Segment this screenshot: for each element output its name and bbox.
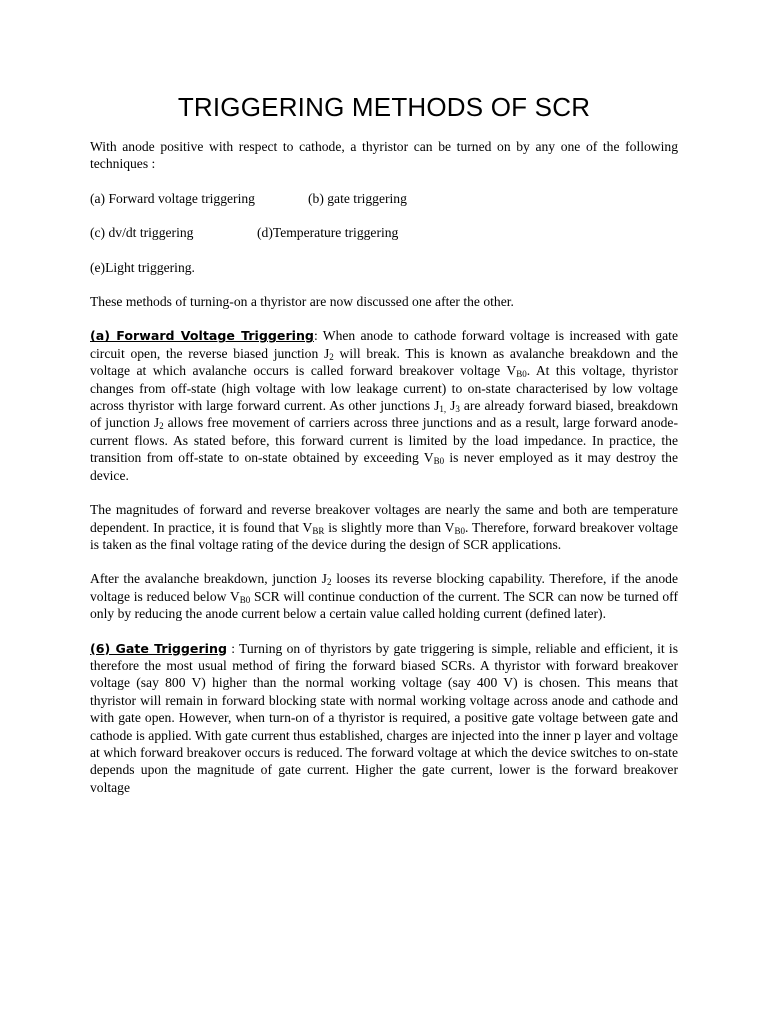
gate-triggering-heading: (6) Gate Triggering (90, 640, 227, 656)
subscript: B0 (239, 594, 251, 605)
methods-intro-paragraph: These methods of turning-on a thyristor are now discussed one after the other. (90, 294, 514, 310)
subscript: BR (312, 525, 325, 536)
text-run: . Therefore, forward breakover voltage is taken as the final voltage rating of the device during the design of SCR applications. (90, 519, 678, 552)
text-run: allows free movement of carriers across three junctions and as a result, large forward anode-current flows. As stated before, this forward current is limited by the load impedance. In practice, the transition from off-state to on-state obtained by exceeding V (90, 415, 678, 466)
subscript: 2 (159, 421, 164, 432)
magnitudes-paragraph (90, 501, 678, 553)
options-row-3 (90, 259, 678, 276)
page-title: TRIGGERING METHODS OF SCR (177, 92, 591, 122)
option-d: (d)Temperature triggering (257, 225, 399, 241)
forward-voltage-paragraph (90, 327, 678, 484)
options-row-1 (90, 190, 678, 207)
option-a: (a) Forward voltage triggering (90, 190, 255, 206)
option-c: (c) dv/dt triggering (90, 225, 194, 241)
text-run: looses its reverse blocking capability. Therefore, if the anode voltage is reduced below V (90, 571, 678, 604)
subscript: 2 (326, 577, 332, 588)
text-run: . At this voltage, thyristor changes from off-state (high voltage with low leakage current) to on-state characterised by low voltage across thyristor with large forward current. As other junctions J (90, 363, 679, 414)
text-run: After the avalanche breakdown, junction J (90, 571, 327, 587)
subscript: 2 (329, 351, 334, 362)
text-run: J (446, 398, 456, 414)
subscript: B0 (516, 369, 527, 380)
subscript: 3 (455, 404, 460, 415)
options-row-2 (90, 224, 678, 241)
avalanche-paragraph (90, 570, 678, 622)
subscript: B0 (433, 456, 445, 467)
text-run: will break. This is known as avalanche breakdown and the voltage at which avalanche occurs is called forward breakover voltage V (90, 345, 678, 379)
text-run: The magnitudes of forward and reverse breakover voltages are nearly the same and both are temperature dependent. In practice, it is found that V (90, 502, 678, 535)
text-run: : Turning on of thyristors by gate triggering is simple, reliable and efficient, it is therefore the most usual method of firing the forward biased SCRs. A thyristor with forward breakover voltage (say 800 V) higher than the normal working voltage (say 400 V) is chosen. This means that thyristor will remain in forward blocking state with normal working voltage across anode and cathode and with gate open. However, when turn-on of a thyristor is required, a positive gate voltage between gate and cathode is applied. With gate current thus established, charges are injected into the inner p layer and voltage at which forward breakover occurs is reduced. The forward voltage at which the device switches to on-state depends upon the magnitude of gate current. Higher the gate current, lower is the forward breakover voltage (90, 640, 678, 795)
option-b: (b) gate triggering (308, 190, 407, 206)
option-e: (e)Light triggering. (90, 259, 195, 275)
document-body (90, 138, 678, 813)
gate-triggering-paragraph (90, 640, 678, 797)
text-run: is slightly more than V (324, 519, 455, 535)
text-run: is never employed as it may destroy the device. (90, 450, 678, 483)
intro-paragraph: With anode positive with respect to cathode, a thyristor can be turned on by any one of the following techniques : (90, 139, 678, 172)
text-run: SCR will continue conduction of the current. The SCR can now be turned off only by reducing the anode current below a certain value called holding current (defined later). (90, 588, 678, 622)
subscript: 1, (439, 404, 447, 415)
forward-voltage-heading: (a) Forward Voltage Triggering (90, 328, 314, 344)
subscript: B0 (454, 525, 466, 536)
text-run: are already forward biased, breakdown of junction J (90, 398, 678, 431)
text-run: : When anode to cathode forward voltage is increased with gate circuit open, the reverse biased junction J (90, 328, 678, 361)
